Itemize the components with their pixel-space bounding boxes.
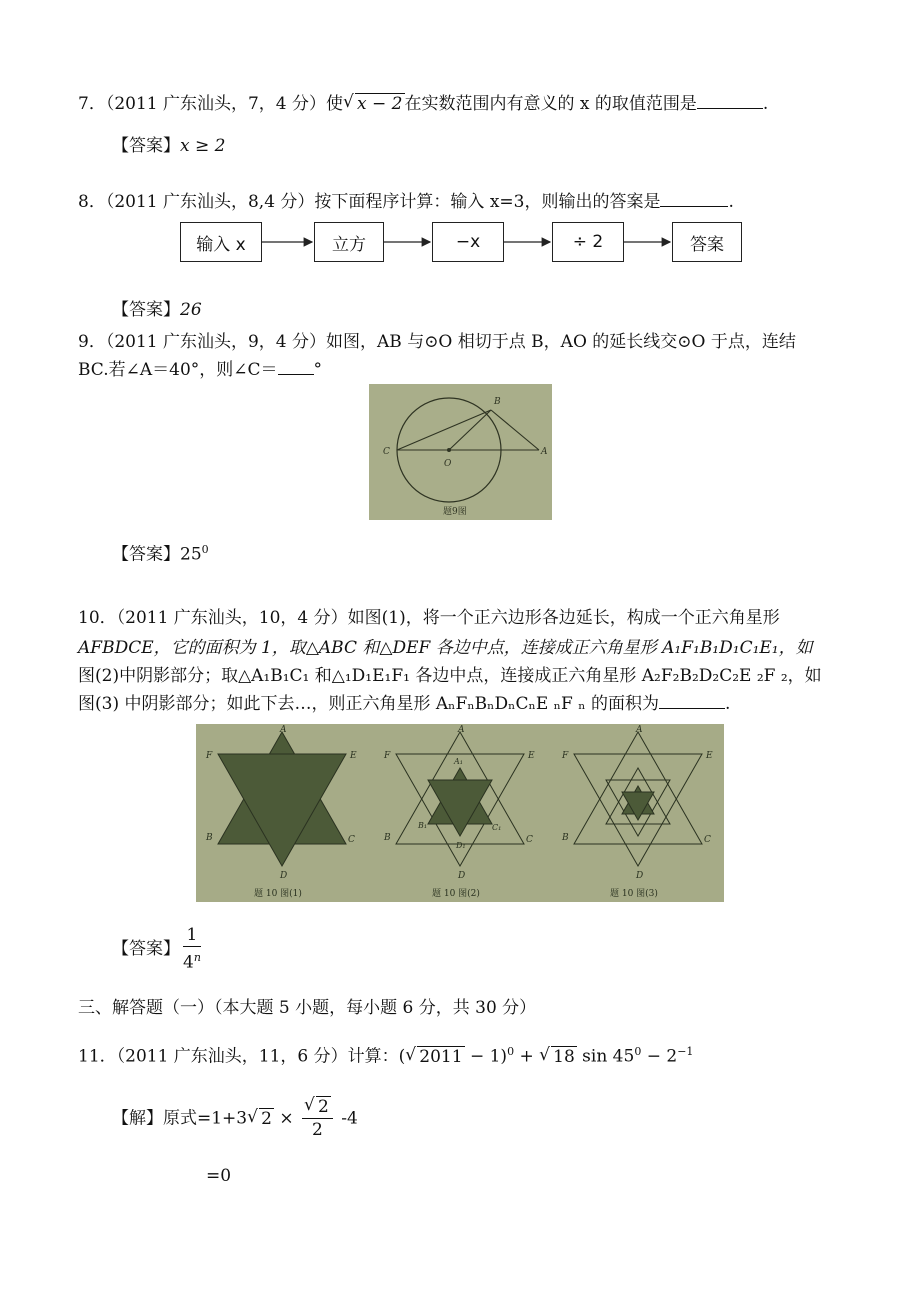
- q9-figure: [369, 384, 552, 520]
- q9-label-o: O: [444, 459, 452, 469]
- q8-answer-value: 26: [180, 300, 202, 320]
- flow-box-divide: ÷ 2: [552, 222, 624, 262]
- q8-flowchart: [180, 222, 742, 262]
- q7-prefix: 7．（2011 广东汕头，7，4 分）使: [78, 94, 344, 114]
- q7-answer: 【答案】x ≥ 2: [112, 136, 226, 156]
- q10-caption-1: 题 10 图(1): [254, 889, 302, 899]
- q10-f1-label-d: D: [280, 871, 288, 881]
- q9-line2: BC.若∠A＝40°，则∠C＝ °: [78, 360, 323, 380]
- flow-box-input: 输入 x: [180, 222, 262, 262]
- q10-f3-label-b: B: [562, 833, 569, 843]
- q10-fig1: [205, 725, 357, 899]
- q10-answer: 【答案】 $\frac{1}{4^n}$: [112, 925, 201, 973]
- q10-f1-label-a: A: [280, 725, 287, 735]
- q9-answer: 【答案】$25^0$: [112, 543, 209, 565]
- q10-f3-label-f: F: [562, 751, 569, 761]
- q10-f2-label-b1: B₁: [418, 821, 428, 830]
- q10-f2-label-b: B: [384, 833, 391, 843]
- q7-answer-value: x ≥ 2: [180, 136, 226, 156]
- q10-f3-label-c: C: [704, 835, 711, 845]
- q10-f1-label-e: E: [350, 751, 357, 761]
- q7-sqrt: √ x − 2: [343, 92, 403, 114]
- q10-f3-label-d: D: [636, 871, 644, 881]
- q8-text: 8．（2011 广东汕头，8,4 分）按下面程序计算：输入 x=3，则输出的答案是: [78, 192, 661, 212]
- q10-f3-label-a: A: [636, 725, 643, 735]
- q10-line2: AFBDCE，它的面积为 1，取△ABC 和△DEF 各边中点，连接成正六角星形 A₁F₁B₁D₁C₁E₁，如: [78, 638, 813, 658]
- q10-f1-label-b: B: [206, 833, 213, 843]
- q10-f2-label-a: A: [458, 725, 465, 735]
- q10-f3-label-e: E: [706, 751, 713, 761]
- section3-title: 三、解答题（一）（本大题 5 小题，每小题 6 分，共 30 分）: [78, 998, 537, 1018]
- q10-f2-label-c1: C₁: [492, 823, 502, 832]
- q10-line1: 10．（2011 广东汕头，10，4 分）如图(1)，将一个正六边形各边延长，构成一个正六角星形: [78, 608, 780, 628]
- q10-caption-2: 题 10 图(2): [432, 889, 480, 899]
- q10-f1-label-f: F: [206, 751, 213, 761]
- q10-f2-label-f: F: [384, 751, 391, 761]
- q7-suffix: 在实数范围内有意义的 x 的取值范围是: [404, 94, 697, 114]
- q10-f1-label-c: C: [348, 835, 355, 845]
- q8-line: 8．（2011 广东汕头，8,4 分）按下面程序计算：输入 x=3，则输出的答案是 .: [78, 192, 734, 212]
- q10-fig3: [561, 725, 713, 899]
- q11-solution: 【解】原式=1+3 √ 2 × √ 2 2 -4: [112, 1095, 358, 1140]
- q10-f2-label-a1: A₁: [454, 757, 463, 766]
- q8-answer: 【答案】26: [112, 300, 202, 320]
- q7-line: 7．（2011 广东汕头，7，4 分）使 √ x − 2 在实数范围内有意义的 x 的取值范围是 .: [78, 92, 769, 114]
- q10-answer-fraction: $\frac{1}{4^n}$: [183, 925, 201, 973]
- flow-box-cube: 立方: [314, 222, 384, 262]
- q9-blank: [278, 358, 314, 375]
- q10-caption-3: 题 10 图(3): [610, 889, 658, 899]
- q10-line3: 图(2)中阴影部分；取△A₁B₁C₁ 和△₁D₁E₁F₁ 各边中点，连接成正六角星形 A₂F₂B₂D₂C₂E ₂F ₂，如: [78, 666, 822, 686]
- flow-box-answer: 答案: [672, 222, 742, 262]
- flow-box-minus-x: −x: [432, 222, 504, 262]
- q10-blank: [659, 692, 725, 709]
- q7-blank: [697, 92, 763, 109]
- q9-line1: 9．（2011 广东汕头，9，4 分）如图，AB 与⊙O 相切于点 B，AO 的延长线交⊙O 于点，连结: [78, 332, 796, 352]
- q10-star-diagrams: [196, 724, 724, 902]
- q8-blank: [660, 190, 728, 207]
- q10-fig2: [383, 725, 535, 899]
- q9-caption: 题9图: [443, 507, 467, 517]
- q9-label-c: C: [383, 447, 390, 457]
- q11-result: =0: [206, 1166, 232, 1186]
- q10-f2-label-d: D: [458, 871, 466, 881]
- q10-f2-label-c: C: [526, 835, 533, 845]
- q10-figure: [196, 724, 724, 902]
- q10-line4: 图(3) 中阴影部分；如此下去…，则正六角星形 AₙFₙBₙDₙCₙE ₙF ₙ 的面积为 .: [78, 694, 731, 714]
- q10-f2-label-e: E: [528, 751, 535, 761]
- q9-circle-diagram: [369, 384, 552, 520]
- q11-line: 11．（2011 广东汕头，11，6 分）计算：( √ 2011 − 1)$^0$ + √ 18 $\sin 45^0 - 2^{-1}$: [78, 1044, 694, 1067]
- q9-label-a: A: [541, 447, 548, 457]
- q10-f2-label-d1: D₁: [456, 841, 466, 850]
- q11-fraction: √ 2 2: [302, 1096, 333, 1141]
- q9-answer-value: 25: [180, 544, 202, 565]
- q9-label-b: B: [494, 397, 501, 407]
